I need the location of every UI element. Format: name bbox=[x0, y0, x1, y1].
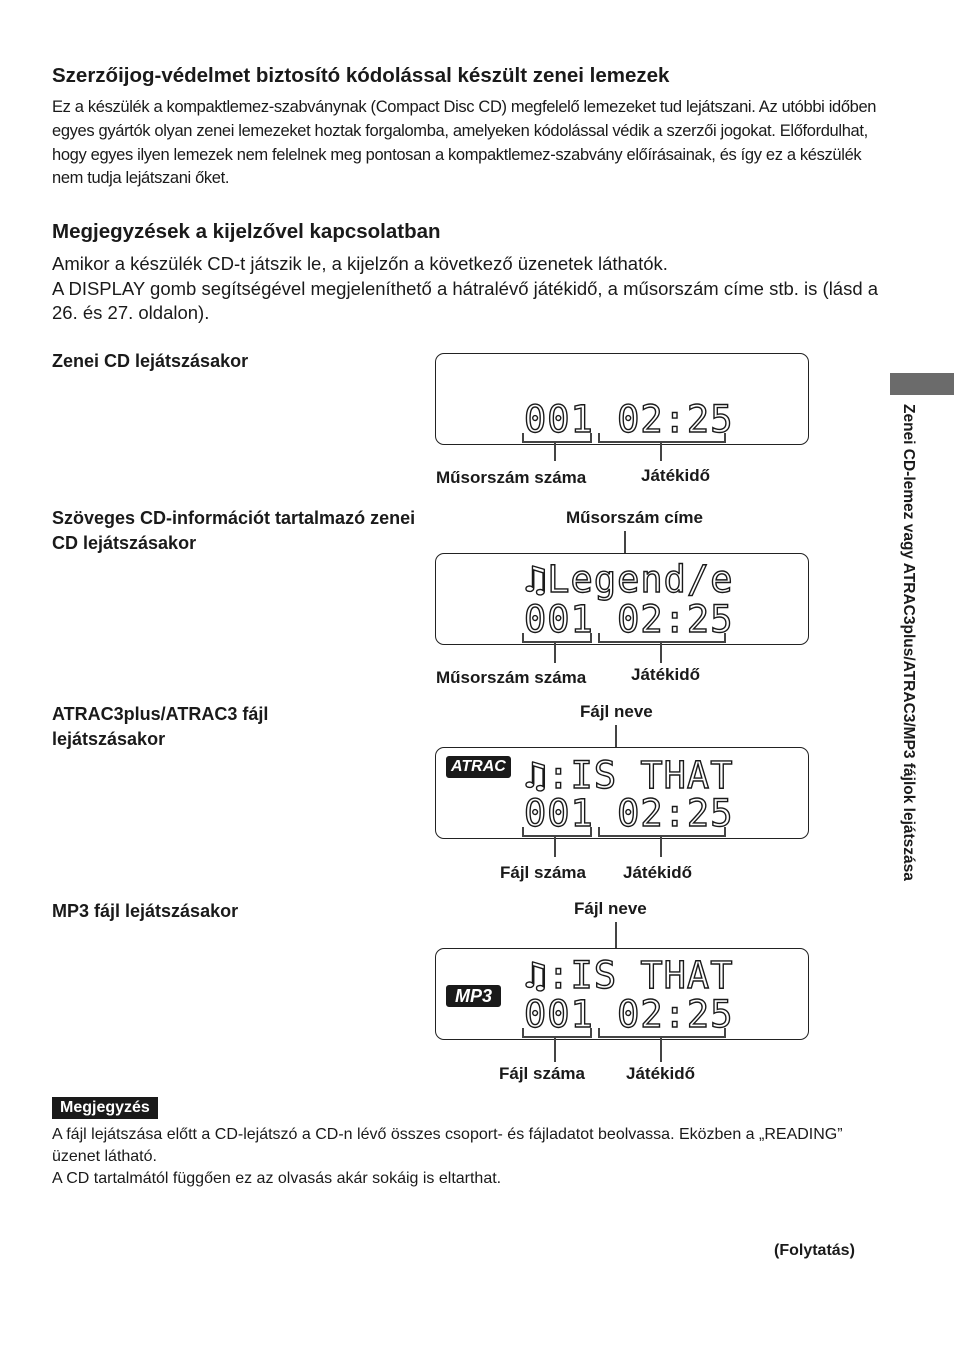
label-play-time: Játékidő bbox=[623, 863, 692, 882]
label-track-number: Műsorszám száma bbox=[436, 468, 587, 487]
display-caption-mp3: MP3 fájl lejátszásakor bbox=[52, 901, 239, 921]
lcd-bottom-line: 001 02:25 bbox=[524, 598, 734, 641]
lcd-display-cd bbox=[435, 353, 809, 445]
pointer-line bbox=[660, 835, 662, 857]
pointer-line bbox=[554, 441, 556, 461]
bracket-track-number bbox=[522, 433, 592, 443]
bracket-file-number bbox=[522, 827, 592, 837]
label-track-number: Műsorszám száma bbox=[436, 668, 587, 687]
label-track-title: Műsorszám címe bbox=[566, 508, 703, 527]
pointer-line bbox=[624, 531, 626, 553]
display-caption-atrac: ATRAC3plus/ATRAC3 fájl lejátszásakor bbox=[52, 704, 269, 749]
bracket-play-time bbox=[598, 827, 726, 837]
lcd-display-cd-text bbox=[435, 553, 809, 645]
lcd-display-atrac bbox=[435, 747, 809, 839]
label-play-time: Játékidő bbox=[641, 466, 710, 485]
label-file-number: Fájl száma bbox=[500, 863, 586, 882]
side-tab-title: Zenei CD-lemez vagy ATRAC3plus/ATRAC3/MP3 fájlok lejátszása bbox=[900, 404, 917, 881]
label-file-number: Fájl száma bbox=[499, 1064, 585, 1083]
pointer-line bbox=[554, 835, 556, 857]
lcd-top-line: ♫Legend/e bbox=[524, 558, 734, 601]
label-play-time: Játékidő bbox=[626, 1064, 695, 1083]
lcd-bottom-line: 001 02:25 bbox=[524, 993, 734, 1036]
pointer-line bbox=[554, 1036, 556, 1062]
pointer-line bbox=[554, 641, 556, 663]
mp3-badge: MP3 bbox=[446, 985, 501, 1007]
lcd-bottom-line: 001 02:25 bbox=[524, 792, 734, 835]
pointer-line bbox=[660, 441, 662, 461]
display-caption-cd: Zenei CD lejátszásakor bbox=[52, 351, 249, 371]
section-title-copy-protection: Szerzőijog-védelmet biztosító kódolással készült zenei lemezek bbox=[52, 64, 670, 87]
note-tag: Megjegyzés bbox=[52, 1097, 158, 1119]
display-notes-line1: Amikor a készülék CD-t játszik le, a kijelzőn a következő üzenetek láthatók. bbox=[52, 253, 668, 274]
label-file-name: Fájl neve bbox=[574, 899, 647, 918]
section-body-copy-protection: Ez a készülék a kompaktlemez-szabványnak (Compact Disc CD) megfelelő lemezeket tud lejátszani. Az utóbbi időben egyes gyártók olyan zenei lemezeket hoztak forgalomba, amelyeken kódolással védik a szerzői jogokat. Előfordulhat, hogy egyes ilyen lemezek nem felelnek meg pontosan a kompaktlemez-szabvány előírásainak, és így ez a készülék nem tudja lejátszani őket. bbox=[52, 98, 877, 188]
note-line1: A fájl lejátszása előtt a CD-lejátszó a CD-n lévő összes csoport- és fájladatot beolvassa. Eközben a „READING” üzenet látható. bbox=[52, 1126, 843, 1165]
bracket-track-number bbox=[522, 633, 592, 643]
section-body-display-notes bbox=[52, 252, 882, 326]
lcd-top-line: ♫:IS THAT bbox=[524, 754, 734, 797]
display-notes-line2: A DISPLAY gomb segítségével megjeleníthető a hátralévő játékidő, a műsorszám címe stb. is (lásd a 26. és 27. oldalon). bbox=[52, 277, 879, 323]
label-file-name: Fájl neve bbox=[580, 702, 653, 721]
pointer-line bbox=[660, 1036, 662, 1062]
note-body bbox=[52, 1124, 892, 1190]
lcd-display-mp3 bbox=[435, 948, 809, 1040]
bracket-play-time bbox=[598, 433, 726, 443]
note-line2: A CD tartalmától függően ez az olvasás akár sokáig is eltarthat. bbox=[52, 1170, 502, 1187]
side-tab-marker bbox=[890, 373, 954, 395]
continued-label: (Folytatás) bbox=[774, 1242, 855, 1259]
bracket-play-time bbox=[598, 633, 726, 643]
bracket-file-number bbox=[522, 1028, 592, 1038]
pointer-line bbox=[660, 641, 662, 663]
section-title-display-notes: Megjegyzések a kijelzővel kapcsolatban bbox=[52, 220, 441, 243]
lcd-bottom-line: 001 02:25 bbox=[524, 398, 734, 441]
pointer-line bbox=[615, 725, 617, 749]
bracket-play-time bbox=[598, 1028, 726, 1038]
atrac-badge: ATRAC bbox=[446, 756, 511, 778]
display-caption-cd-text: Szöveges CD-információt tartalmazó zenei CD lejátszásakor bbox=[52, 508, 416, 553]
label-play-time: Játékidő bbox=[631, 665, 700, 684]
pointer-line bbox=[615, 922, 617, 948]
lcd-top-line: ♫:IS THAT bbox=[524, 954, 734, 997]
